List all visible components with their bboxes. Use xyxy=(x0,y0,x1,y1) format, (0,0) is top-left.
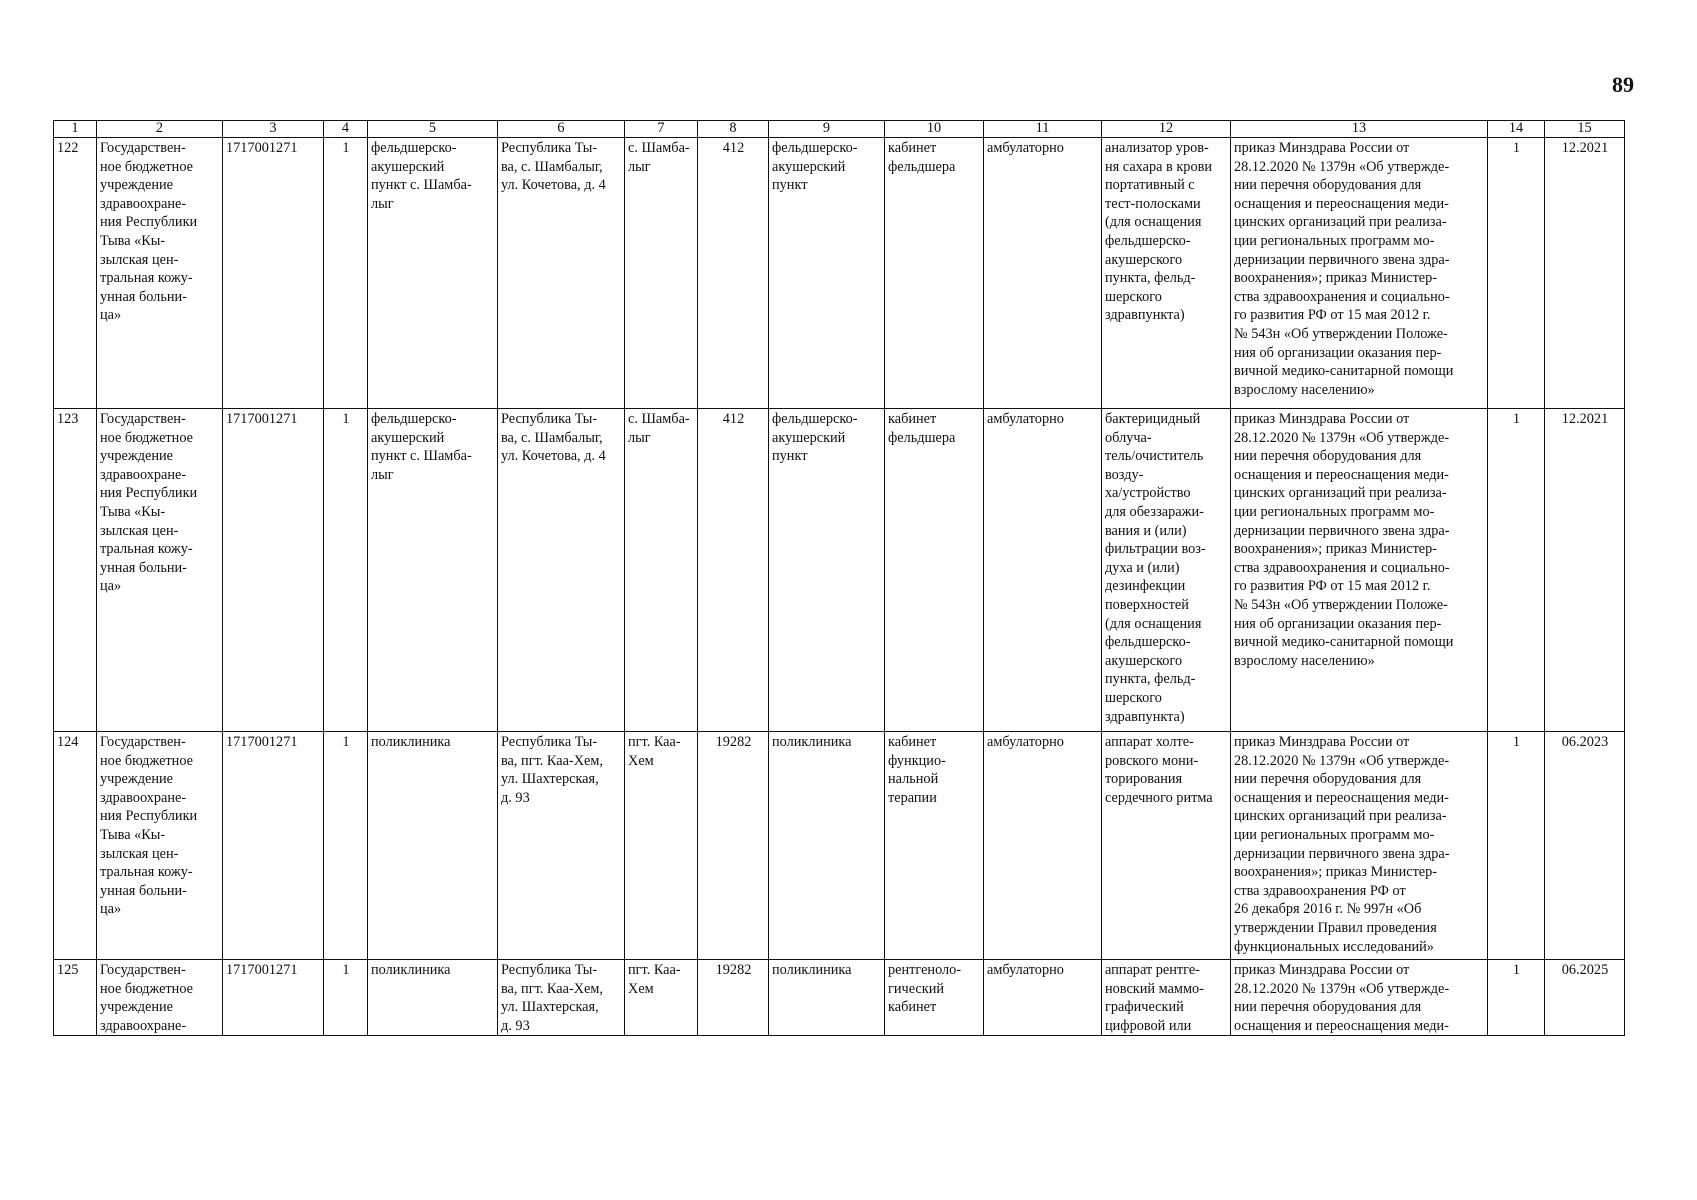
column-number-header: 8 xyxy=(698,121,769,138)
room-cell: кабинет фельдшера xyxy=(885,138,984,409)
facility-cell: поликлиника xyxy=(368,732,498,960)
column-number-header: 6 xyxy=(498,121,625,138)
code-cell: 1 xyxy=(324,409,368,732)
regulation-cell: приказ Минздрава России от 28.12.2020 № 1379н «Об утвержде- нии перечня оборудования для оснащения и переоснащения меди- xyxy=(1231,960,1488,1036)
date-cell: 06.2023 xyxy=(1545,732,1625,960)
date-cell: 06.2025 xyxy=(1545,960,1625,1036)
row-number-cell: 122 xyxy=(54,138,97,409)
population-cell: 412 xyxy=(698,409,769,732)
column-number-header: 10 xyxy=(885,121,984,138)
unit-type-cell: поликлиника xyxy=(769,960,885,1036)
column-number-header: 13 xyxy=(1231,121,1488,138)
organization-cell: Государствен- ное бюджетное учреждение здравоохране- ния Республики Тыва «Кы- зылская цен- тральная кожу- унная больни- ца» xyxy=(97,138,223,409)
facility-cell: фельдшерско- акушерский пункт с. Шамба- лыг xyxy=(368,138,498,409)
care-mode-cell: амбулаторно xyxy=(984,138,1102,409)
equipment-cell: аппарат холте- ровского мони- торирования сердечного ритма xyxy=(1102,732,1231,960)
address-cell: Республика Ты- ва, с. Шамбалыг, ул. Кочетова, д. 4 xyxy=(498,138,625,409)
inn-cell: 1717001271 xyxy=(223,138,324,409)
settlement-cell: с. Шамба- лыг xyxy=(625,138,698,409)
inn-cell: 1717001271 xyxy=(223,960,324,1036)
room-cell: кабинет фельдшера xyxy=(885,409,984,732)
equipment-table xyxy=(53,120,1625,1036)
column-number-header: 11 xyxy=(984,121,1102,138)
room-cell: рентгеноло- гический кабинет xyxy=(885,960,984,1036)
column-number-header: 15 xyxy=(1545,121,1625,138)
column-number-header: 7 xyxy=(625,121,698,138)
quantity-cell: 1 xyxy=(1488,409,1545,732)
page-number: 89 xyxy=(1612,72,1634,97)
equipment-cell: аппарат рентге- новский маммо- графический цифровой или xyxy=(1102,960,1231,1036)
address-cell: Республика Ты- ва, пгт. Каа-Хем, ул. Шахтерская, д. 93 xyxy=(498,960,625,1036)
quantity-cell: 1 xyxy=(1488,960,1545,1036)
care-mode-cell: амбулаторно xyxy=(984,409,1102,732)
quantity-cell: 1 xyxy=(1488,138,1545,409)
table-row xyxy=(54,409,1625,732)
column-number-header: 9 xyxy=(769,121,885,138)
organization-cell: Государствен- ное бюджетное учреждение здравоохране- xyxy=(97,960,223,1036)
equipment-cell: бактерицидный облуча- тель/очиститель возду- ха/устройство для обеззаражи- вания и (или) фильтрации воз- духа и (или) дезинфекции поверхностей (для оснащения фельдшерско- акушерского пункта, фельд- шерского здравпункта) xyxy=(1102,409,1231,732)
organization-cell: Государствен- ное бюджетное учреждение здравоохране- ния Республики Тыва «Кы- зылская цен- тральная кожу- унная больни- ца» xyxy=(97,409,223,732)
unit-type-cell: фельдшерско- акушерский пункт xyxy=(769,138,885,409)
column-number-header: 3 xyxy=(223,121,324,138)
care-mode-cell: амбулаторно xyxy=(984,732,1102,960)
row-number-cell: 124 xyxy=(54,732,97,960)
code-cell: 1 xyxy=(324,138,368,409)
unit-type-cell: поликлиника xyxy=(769,732,885,960)
column-number-header: 2 xyxy=(97,121,223,138)
regulation-cell: приказ Минздрава России от 28.12.2020 № 1379н «Об утвержде- нии перечня оборудования для оснащения и переоснащения меди- цинских организаций при реализа- ции региональных программ мо- дернизации первичного звена здра- воохранения»; приказ Министер- ства здравоохранения и социально- го развития РФ от 15 мая 2012 г. № 543н «Об утверждении Положе- ния об организации оказания пер- вичной медико-санитарной помощи взрослому населению» xyxy=(1231,409,1488,732)
column-number-header-row xyxy=(54,121,1625,138)
settlement-cell: пгт. Каа- Хем xyxy=(625,732,698,960)
column-number-header: 14 xyxy=(1488,121,1545,138)
population-cell: 19282 xyxy=(698,960,769,1036)
address-cell: Республика Ты- ва, пгт. Каа-Хем, ул. Шахтерская, д. 93 xyxy=(498,732,625,960)
column-number-header: 1 xyxy=(54,121,97,138)
population-cell: 412 xyxy=(698,138,769,409)
facility-cell: поликлиника xyxy=(368,960,498,1036)
column-number-header: 5 xyxy=(368,121,498,138)
quantity-cell: 1 xyxy=(1488,732,1545,960)
population-cell: 19282 xyxy=(698,732,769,960)
code-cell: 1 xyxy=(324,732,368,960)
table-row xyxy=(54,732,1625,960)
row-number-cell: 125 xyxy=(54,960,97,1036)
settlement-cell: с. Шамба- лыг xyxy=(625,409,698,732)
address-cell: Республика Ты- ва, с. Шамбалыг, ул. Кочетова, д. 4 xyxy=(498,409,625,732)
equipment-table-wrapper xyxy=(53,120,1625,1036)
unit-type-cell: фельдшерско- акушерский пункт xyxy=(769,409,885,732)
equipment-cell: анализатор уров- ня сахара в крови портативный с тест-полосками (для оснащения фельдшерско- акушерского пункта, фельд- шерского здравпункта) xyxy=(1102,138,1231,409)
column-number-header: 12 xyxy=(1102,121,1231,138)
code-cell: 1 xyxy=(324,960,368,1036)
inn-cell: 1717001271 xyxy=(223,409,324,732)
organization-cell: Государствен- ное бюджетное учреждение здравоохране- ния Республики Тыва «Кы- зылская цен- тральная кожу- унная больни- ца» xyxy=(97,732,223,960)
column-number-header: 4 xyxy=(324,121,368,138)
room-cell: кабинет функцио- нальной терапии xyxy=(885,732,984,960)
settlement-cell: пгт. Каа- Хем xyxy=(625,960,698,1036)
inn-cell: 1717001271 xyxy=(223,732,324,960)
regulation-cell: приказ Минздрава России от 28.12.2020 № 1379н «Об утвержде- нии перечня оборудования для оснащения и переоснащения меди- цинских организаций при реализа- ции региональных программ мо- дернизации первичного звена здра- воохранения»; приказ Министер- ства здравоохранения и социально- го развития РФ от 15 мая 2012 г. № 543н «Об утверждении Положе- ния об организации оказания пер- вичной медико-санитарной помощи взрослому населению» xyxy=(1231,138,1488,409)
care-mode-cell: амбулаторно xyxy=(984,960,1102,1036)
regulation-cell: приказ Минздрава России от 28.12.2020 № 1379н «Об утвержде- нии перечня оборудования для оснащения и переоснащения меди- цинских организаций при реализа- ции региональных программ мо- дернизации первичного звена здра- воохранения»; приказ Министер- ства здравоохранения РФ от 26 декабря 2016 г. № 997н «Об утверждении Правил проведения функциональных исследований» xyxy=(1231,732,1488,960)
facility-cell: фельдшерско- акушерский пункт с. Шамба- лыг xyxy=(368,409,498,732)
row-number-cell: 123 xyxy=(54,409,97,732)
table-row xyxy=(54,960,1625,1036)
date-cell: 12.2021 xyxy=(1545,409,1625,732)
table-row xyxy=(54,138,1625,409)
date-cell: 12.2021 xyxy=(1545,138,1625,409)
